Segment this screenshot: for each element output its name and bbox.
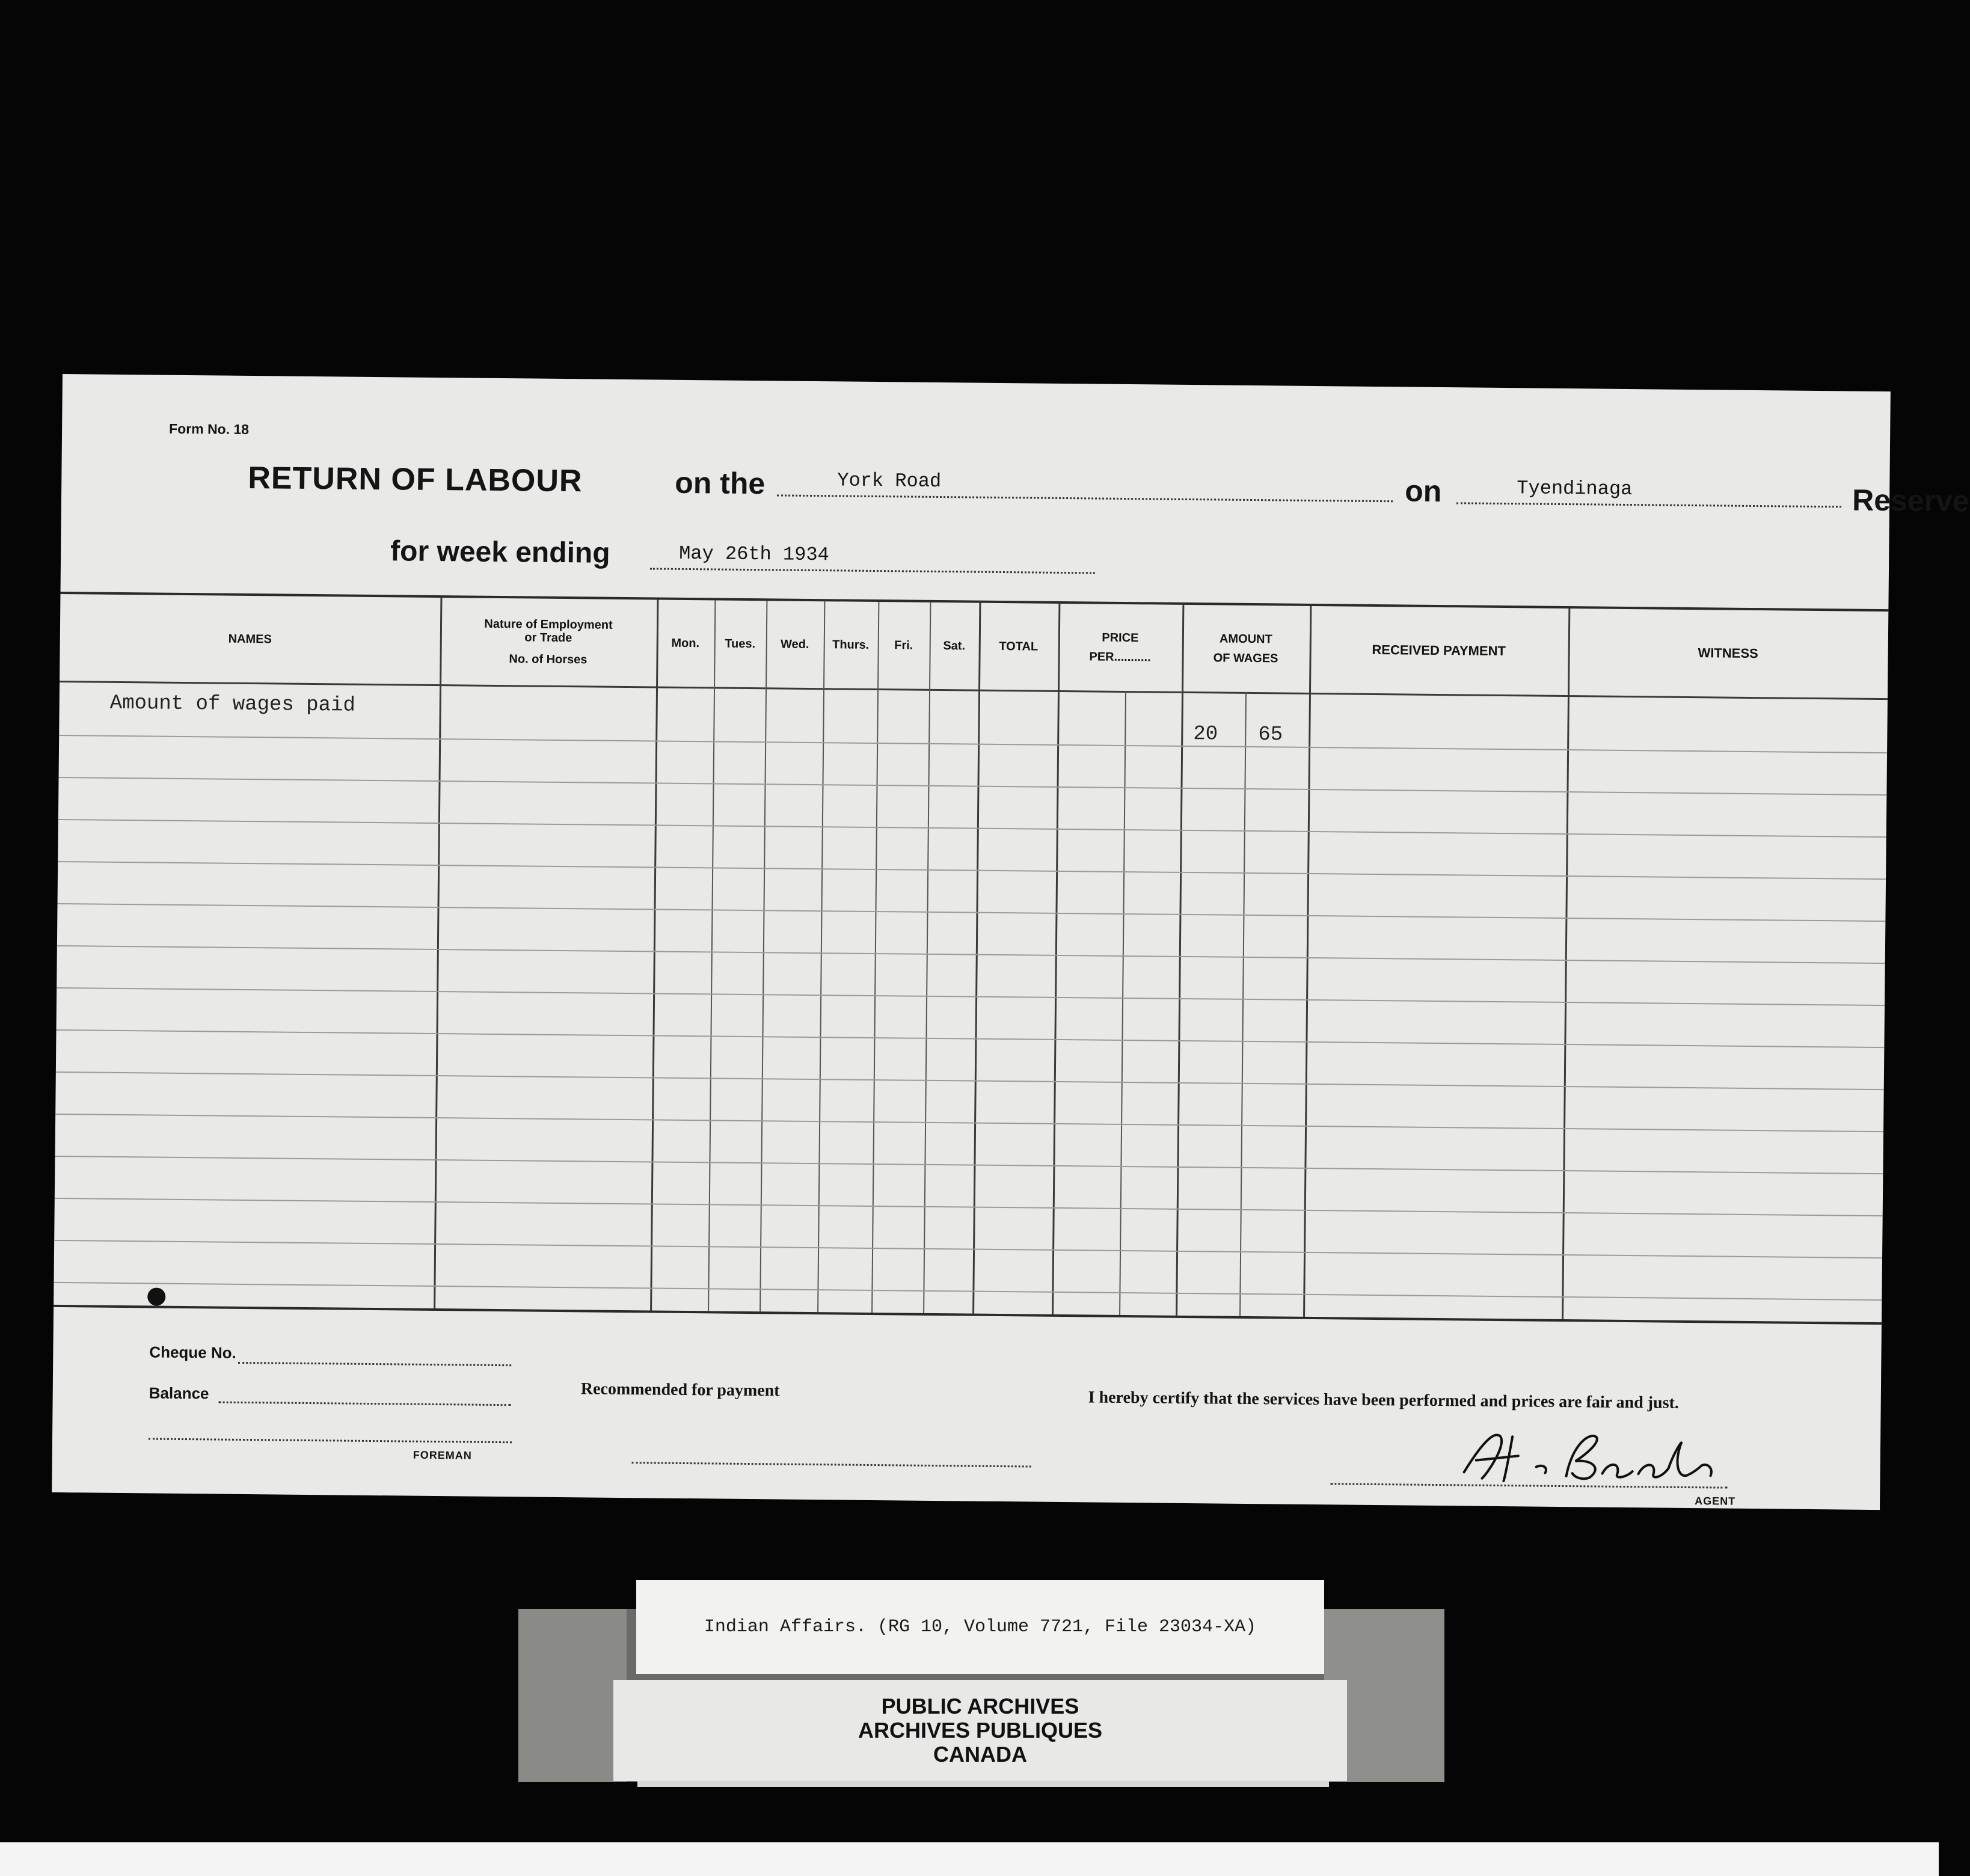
agent-label: AGENT <box>1695 1495 1736 1507</box>
header-price-line1: PRICE <box>1102 631 1139 645</box>
column-divider <box>1239 692 1247 1316</box>
reserve-label: Reserve <box>1852 483 1969 518</box>
header-amount <box>1182 605 1310 693</box>
punch-hole <box>147 1287 165 1305</box>
header-nature-line3: No. of Horses <box>509 652 588 667</box>
row-name-cell: Amount of wages paid <box>109 691 355 717</box>
foreman-label: FOREMAN <box>413 1448 472 1462</box>
reserve-field: Tyendinaga <box>1456 476 1841 507</box>
header-total: TOTAL <box>999 639 1039 654</box>
bottom-edge <box>0 1842 1939 1876</box>
ruled-line <box>57 987 1885 1006</box>
form-title: RETURN OF LABOUR <box>248 460 583 499</box>
header-mon: Mon. <box>671 636 700 651</box>
archives-label-base <box>637 1781 1329 1787</box>
recommended-line <box>632 1462 1031 1467</box>
header-amount-line1: AMOUNT <box>1219 632 1272 646</box>
ruled-line <box>55 1198 1883 1216</box>
ruled-line <box>57 1029 1885 1048</box>
ruled-line <box>59 735 1887 753</box>
amount-dollars-cell: 20 <box>1193 723 1218 746</box>
header-received-payment: RECEIVED PAYMENT <box>1372 642 1506 659</box>
header-nature-line2: or Trade <box>524 631 572 645</box>
week-field: May 26th 1934 <box>650 542 1095 574</box>
ruled-line <box>55 1114 1883 1132</box>
ruled-line <box>57 945 1885 964</box>
public-archives-label <box>613 1680 1347 1781</box>
labour-table <box>54 592 1888 1325</box>
balance-line <box>219 1402 511 1406</box>
header-fri: Fri. <box>894 639 913 652</box>
ruled-line <box>56 1071 1884 1090</box>
header-price <box>1058 604 1182 691</box>
header-amount-line2: OF WAGES <box>1213 651 1278 666</box>
ruled-line <box>55 1156 1883 1174</box>
archives-line-1: PUBLIC ARCHIVES <box>881 1694 1079 1718</box>
header-witness: WITNESS <box>1698 645 1758 661</box>
ruled-line <box>59 777 1887 795</box>
archives-line-2: ARCHIVES PUBLIQUES <box>858 1718 1103 1743</box>
cheque-line <box>238 1362 511 1366</box>
week-label: for week ending <box>390 535 610 569</box>
header-wed: Wed. <box>780 637 809 651</box>
form-number: Form No. 18 <box>169 420 250 437</box>
ruled-line <box>58 819 1886 838</box>
header-sat: Sat. <box>943 639 966 653</box>
recommended-label: Recommended for payment <box>580 1379 780 1400</box>
header-price-line2: PER........... <box>1089 650 1151 664</box>
ruled-line <box>58 903 1886 922</box>
amount-cents-cell: 65 <box>1258 723 1283 747</box>
labour-return-form <box>52 374 1969 1510</box>
header-names: NAMES <box>228 632 272 646</box>
on-label: on <box>1404 474 1442 509</box>
week-row <box>390 535 1233 590</box>
archives-line-3: CANADA <box>933 1742 1027 1767</box>
header-thurs: Thurs. <box>832 638 870 652</box>
ruled-line <box>58 861 1886 880</box>
title-row <box>248 460 1969 523</box>
agent-signature <box>1446 1418 1735 1493</box>
header-tues: Tues. <box>725 637 756 651</box>
header-nature-line1: Nature of Employment <box>484 617 613 632</box>
certify-statement: I hereby certify that the services have been performed and prices are fair and just. <box>1088 1388 1680 1412</box>
archive-box-left-edge <box>518 1609 627 1782</box>
column-divider <box>1119 691 1126 1315</box>
location-field: York Road <box>777 468 1393 502</box>
on-the-label: on the <box>675 465 766 501</box>
archive-reference-label: Indian Affairs. (RG 10, Volume 7721, File 23034-XA) <box>636 1580 1324 1674</box>
header-nature <box>440 598 657 686</box>
balance-label: Balance <box>149 1384 209 1403</box>
ruled-line <box>54 1282 1882 1301</box>
foreman-line <box>149 1438 512 1443</box>
cheque-label: Cheque No. <box>149 1343 236 1362</box>
ruled-line <box>54 1240 1882 1258</box>
